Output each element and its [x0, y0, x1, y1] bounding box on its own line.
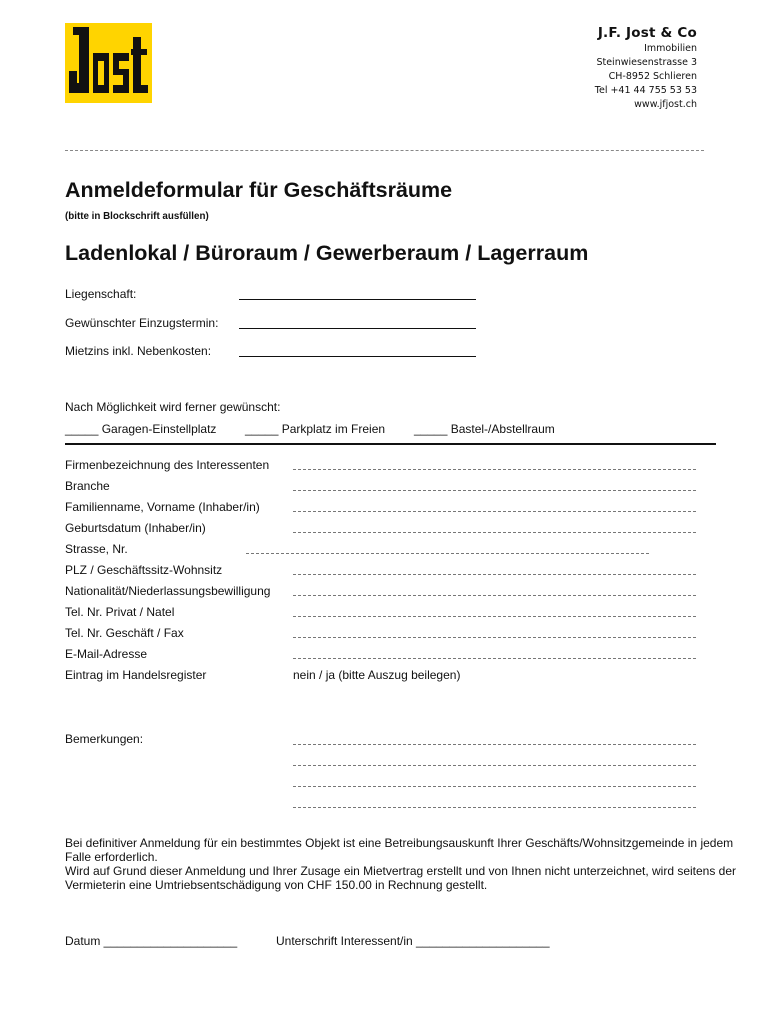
field-tel-geschaeft[interactable] — [293, 637, 696, 638]
header-separator — [65, 150, 704, 151]
field-plz[interactable] — [293, 574, 696, 575]
label-email: E-Mail-Adresse — [65, 647, 148, 661]
label-liegenschaft: Liegenschaft: — [65, 287, 137, 301]
field-geburtsdatum[interactable] — [293, 532, 696, 533]
company-line: Tel +41 44 755 53 53 — [594, 85, 697, 96]
field-einzugstermin[interactable] — [239, 328, 476, 329]
field-branche[interactable] — [293, 490, 696, 491]
form-title: Anmeldeformular für Geschäftsräume — [65, 178, 453, 202]
field-bemerkungen-4[interactable] — [293, 807, 696, 808]
field-strasse[interactable] — [246, 553, 649, 554]
field-nationalitaet[interactable] — [293, 595, 696, 596]
label-nationalitaet: Nationalität/Niederlassungsbewilligung — [65, 584, 271, 598]
label-bemerkungen: Bemerkungen: — [65, 732, 144, 746]
company-line: CH-8952 Schlieren — [608, 71, 697, 82]
notice-paragraph: Bei definitiver Anmeldung für ein bestimmtes Objekt ist eine Betreibungsauskunft Ihrer Geschäfts/Wohnsitzgemeinde in jedem Falle erforderlich. — [65, 836, 734, 864]
company-website: www.jfjost.ch — [634, 99, 697, 110]
label-tel-privat: Tel. Nr. Privat / Natel — [65, 605, 175, 619]
field-familienname[interactable] — [293, 511, 696, 512]
field-bemerkungen-2[interactable] — [293, 765, 696, 766]
label-mietzins: Mietzins inkl. Nebenkosten: — [65, 344, 212, 358]
label-familienname: Familienname, Vorname (Inhaber/in) — [65, 500, 260, 514]
notice-text — [65, 836, 745, 892]
wishes-intro: Nach Möglichkeit wird ferner gewünscht: — [65, 400, 281, 414]
label-einzugstermin: Gewünschter Einzugstermin: — [65, 316, 219, 330]
option-parkplatz[interactable]: _____ Parkplatz im Freien — [245, 422, 386, 436]
field-mietzins[interactable] — [239, 356, 476, 357]
label-handelsregister: Eintrag im Handelsregister — [65, 668, 207, 682]
field-bemerkungen-1[interactable] — [293, 744, 696, 745]
section-divider — [65, 443, 716, 445]
field-tel-privat[interactable] — [293, 616, 696, 617]
company-name: J.F. Jost & Co — [597, 25, 697, 41]
company-logo — [65, 23, 152, 103]
form-subtitle: (bitte in Blockschrift ausfüllen) — [65, 211, 209, 222]
field-firmenbezeichnung[interactable] — [293, 469, 696, 470]
label-strasse: Strasse, Nr. — [65, 542, 128, 556]
jost-logo-mark — [65, 23, 152, 103]
label-plz: PLZ / Geschäftssitz-Wohnsitz — [65, 563, 223, 577]
label-tel-geschaeft: Tel. Nr. Geschäft / Fax — [65, 626, 184, 640]
signature-field[interactable]: Unterschrift Interessent/in ____________________ — [276, 934, 550, 948]
company-line: Steinwiesenstrasse 3 — [596, 57, 697, 68]
label-geburtsdatum: Geburtsdatum (Inhaber/in) — [65, 521, 206, 535]
company-address-block — [595, 24, 697, 112]
field-bemerkungen-3[interactable] — [293, 786, 696, 787]
company-line: Immobilien — [644, 43, 697, 54]
field-liegenschaft[interactable] — [239, 299, 476, 300]
label-firmenbezeichnung: Firmenbezeichnung des Interessenten — [65, 458, 270, 472]
field-email[interactable] — [293, 658, 696, 659]
option-garage[interactable]: _____ Garagen-Einstellplatz — [65, 422, 217, 436]
label-branche: Branche — [65, 479, 110, 493]
form-heading: Ladenlokal / Büroraum / Gewerberaum / Lagerraum — [65, 241, 589, 265]
date-field[interactable]: Datum ____________________ — [65, 934, 238, 948]
notice-paragraph: Wird auf Grund dieser Anmeldung und Ihrer Zusage ein Mietvertrag erstellt und von Ihnen nicht unterzeichnet, wird seitens der Vermieterin eine Umtriebsentschädigung von CHF 150.00 in Rechnung gestellt. — [65, 864, 737, 892]
option-bastelraum[interactable]: _____ Bastel-/Abstellraum — [414, 422, 555, 436]
handelsregister-choice[interactable]: nein / ja (bitte Auszug beilegen) — [293, 668, 461, 682]
